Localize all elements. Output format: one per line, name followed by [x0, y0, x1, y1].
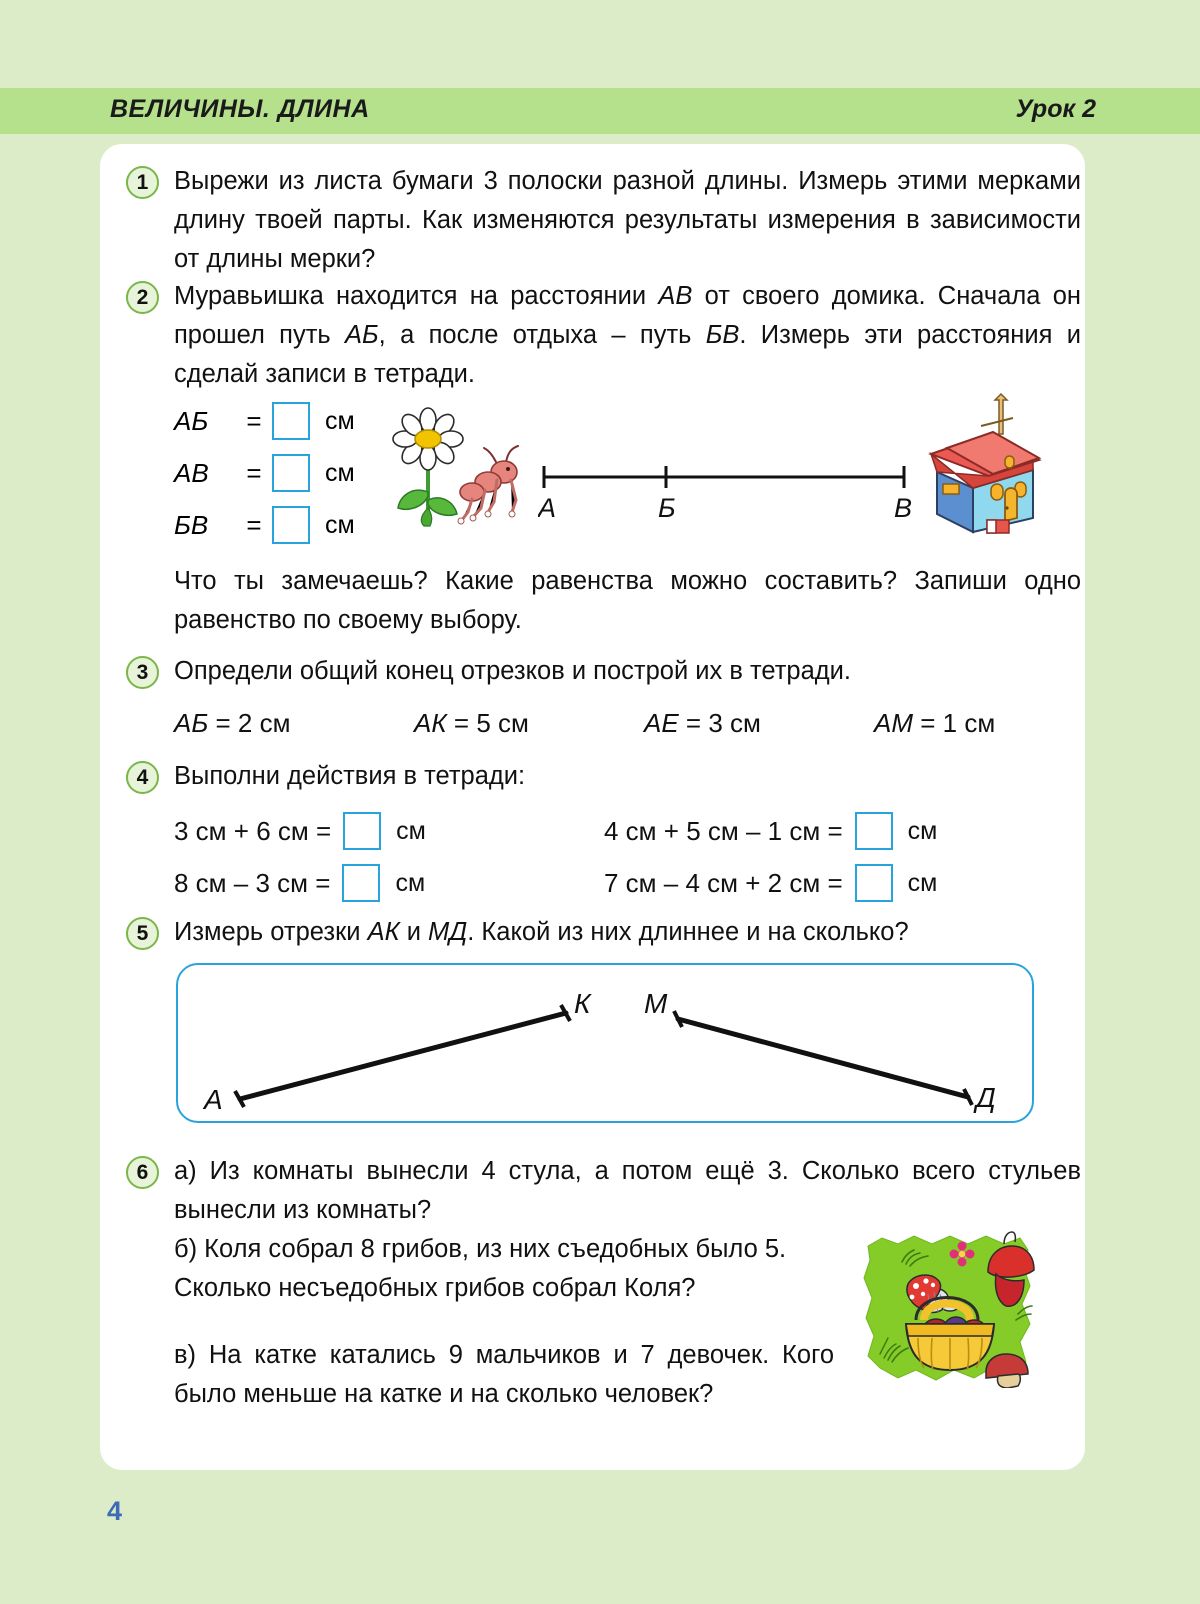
task-4-expression: 3 см + 6 см = см — [174, 812, 604, 850]
equals-sign: = — [246, 457, 262, 488]
task-6 — [126, 1152, 1081, 1230]
task-3-item: АБ = 2 см — [174, 708, 291, 738]
task-number-badge: 4 — [126, 761, 159, 794]
task-6b-text: б) Коля собрал 8 грибов, из них съедобных было 5. Сколько несъедобных грибов собрал Коля? — [174, 1235, 787, 1302]
segment-label: БВ — [174, 509, 209, 540]
task-3-item: АМ = 1 см — [874, 708, 996, 738]
unit-label: см — [325, 458, 355, 487]
task-3-item: АК = 5 см — [414, 708, 529, 738]
answer-box[interactable] — [855, 812, 893, 850]
answer-box[interactable] — [855, 864, 893, 902]
task-5 — [126, 913, 1081, 952]
task-2 — [126, 277, 1081, 394]
task-4-expression: 8 см – 3 см = см — [174, 864, 604, 902]
task-4-row — [174, 857, 1064, 909]
task-1-text: Вырежи из листа бумаги 3 полоски разной длины. Измерь этими мерками длину твоей парты. Как изменяются результаты измерения в зависимости от длины мерки? — [174, 167, 1081, 273]
task-4-grid — [174, 805, 1064, 909]
task-2-follow-up: Что ты замечаешь? Какие равенства можно составить? Запиши одно равенство по своему выбору. — [174, 567, 1081, 634]
task-4 — [126, 757, 1081, 796]
segment-label: АВ — [174, 457, 209, 488]
task-4-expression: 7 см – 4 см + 2 см = см — [604, 864, 937, 902]
house-illustration — [921, 392, 1045, 540]
answer-box[interactable] — [343, 812, 381, 850]
point-label-k: К — [574, 988, 591, 1019]
mushroom-basket-illustration — [858, 1228, 1036, 1388]
point-label-d: Д — [976, 1082, 996, 1113]
task-5-text: Измерь отрезки АК и МД. Какой из них длиннее и на сколько? — [174, 918, 909, 946]
task-6a-text: а) Из комнаты вынесли 4 стула, а потом ещё 3. Сколько всего стульев вынесли из комнаты? — [174, 1157, 1081, 1224]
task-6c-text: в) На катке катались 9 мальчиков и 7 девочек. Кого было меньше на катке и на сколько человек? — [174, 1341, 834, 1408]
task-number-badge: 1 — [126, 166, 159, 199]
answer-box[interactable] — [272, 454, 310, 492]
task-3-item: АЕ = 3 см — [644, 708, 761, 738]
answer-box[interactable] — [342, 864, 380, 902]
task-4-expression: 4 см + 5 см – 1 см = см — [604, 812, 937, 850]
task-3 — [126, 652, 1081, 691]
page-number: 4 — [107, 1496, 123, 1526]
point-label-a: А — [538, 493, 557, 523]
task-number-badge: 2 — [126, 281, 159, 314]
equals-sign: = — [246, 509, 262, 540]
equation-row — [174, 500, 355, 550]
unit-label: см — [325, 510, 355, 539]
unit-label: см — [396, 816, 426, 845]
unit-label: см — [907, 868, 938, 897]
point-label-a: А — [204, 1084, 223, 1115]
task-2-text: Муравьишка находится на расстоянии АВ от своего домика. Сначала он прошел путь АБ, а после отдыха – путь БВ. Измерь эти расстояния и сделай записи в тетради. — [174, 282, 1082, 388]
lesson-label: Урок 2 — [1015, 95, 1096, 123]
segment-label: АБ — [174, 405, 209, 436]
unit-label: см — [395, 868, 426, 897]
answer-box[interactable] — [272, 506, 310, 544]
task-number-badge: 6 — [126, 1156, 159, 1189]
task-2-equation-list — [174, 396, 355, 552]
task-number-badge: 5 — [126, 917, 159, 950]
unit-label: см — [907, 816, 938, 845]
answer-box[interactable] — [272, 402, 310, 440]
segment-measure-box — [176, 963, 1034, 1123]
task-3-text: Определи общий конец отрезков и построй их в тетради. — [174, 657, 851, 685]
point-label-v: В — [894, 493, 913, 523]
flower-and-ant-illustration — [384, 404, 534, 528]
equation-row — [174, 448, 355, 498]
equation-row — [174, 396, 355, 446]
unit-label: см — [325, 406, 355, 435]
equals-sign: = — [246, 405, 262, 436]
task-4-row — [174, 805, 1064, 857]
task-4-text: Выполни действия в тетради: — [174, 762, 526, 790]
page-title: ВЕЛИЧИНЫ. ДЛИНА — [110, 95, 370, 123]
task-number-badge: 3 — [126, 656, 159, 689]
task-1 — [126, 162, 1081, 279]
point-label-m: М — [644, 988, 668, 1019]
task-3-items — [174, 708, 1044, 739]
segment-diagram-abv — [538, 455, 916, 525]
point-label-b: Б — [658, 493, 676, 523]
